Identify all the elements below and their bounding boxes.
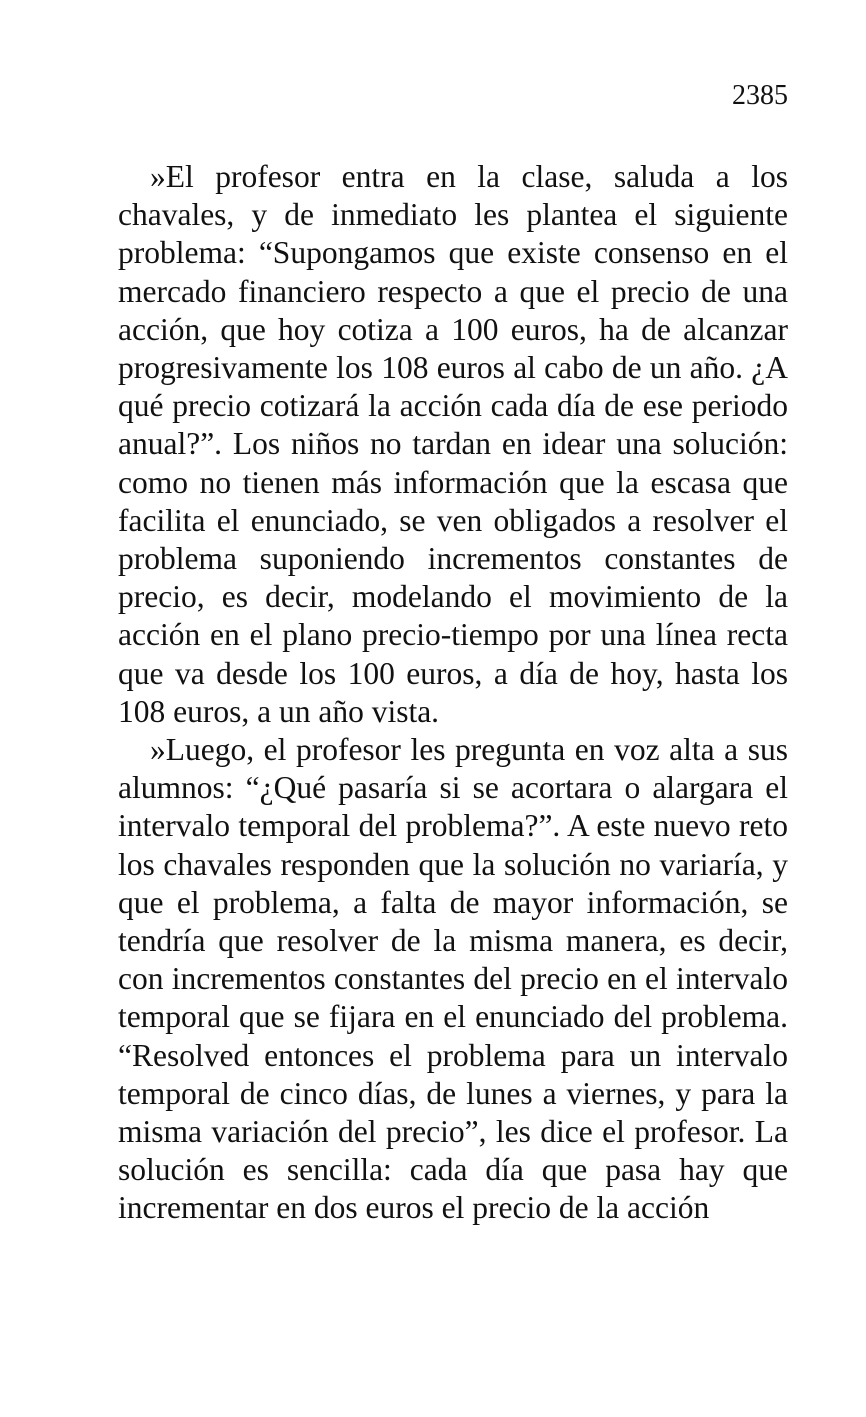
page-number: 2385 [732, 80, 788, 111]
body-text [118, 158, 788, 1228]
paragraph-1: »El profesor entra en la clase, saluda a los chavales, y de inmediato les plantea el siguiente problema: “Supongamos que existe consenso en el mercado financiero respecto a que el precio de una acción, que hoy cotiza a 100 euros, ha de alcanzar progresivamente los 108 euros al cabo de un año. ¿A qué precio cotizará la acción cada día de ese periodo anual?”. Los niños no tardan en idear una solución: como no tienen más información que la escasa que facilita el enunciado, se ven obligados a resolver el problema suponiendo incrementos constantes de precio, es decir, modelando el movimiento de la acción en el plano precio-tiempo por una línea recta que va desde los 100 euros, a día de hoy, hasta los 108 euros, a un año vista. [118, 159, 788, 729]
paragraph-2: »Luego, el profesor les pregunta en voz alta a sus alumnos: “¿Qué pasaría si se acortara o alargara el intervalo temporal del problema?”. A este nuevo reto los chavales responden que la solución no variaría, y que el problema, a falta de mayor información, se tendría que resolver de la misma manera, es decir, con incrementos constantes del precio en el intervalo temporal que se fijara en el enunciado del problema. “Resolved entonces el problema para un intervalo temporal de cinco días, de lunes a viernes, y para la misma variación del precio”, les dice el profesor. La solución es sencilla: cada día que pasa hay que incrementar en dos euros el precio de la acción [118, 732, 788, 1226]
